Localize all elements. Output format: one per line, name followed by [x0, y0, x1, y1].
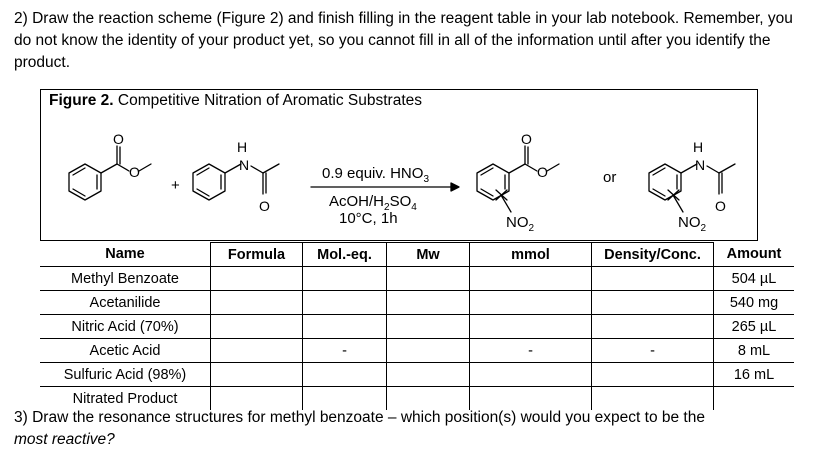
figure-label: Figure 2.: [49, 92, 114, 109]
question-2-text: 2) Draw the reaction scheme (Figure 2) and finish filling in the reagent table in your lab notebook. Remember, you do not know the identity of your product yet, so you cannot fill in all of the information until after you identify the product.: [14, 10, 793, 71]
row-mmol[interactable]: [470, 267, 592, 291]
row-formula[interactable]: [211, 291, 303, 315]
row-mw[interactable]: [387, 315, 470, 339]
nitro-group-label-2: $NO_2$: [678, 214, 707, 234]
figure-2-box: [40, 89, 758, 241]
atom-o-carbonyl-1: O: [113, 131, 124, 147]
row-name: Acetanilide: [40, 291, 211, 315]
header-mmol: mmol: [470, 243, 592, 267]
atom-o-carbonyl-2: O: [521, 131, 532, 147]
row-moleq[interactable]: [303, 315, 387, 339]
row-amount: 16 mL: [714, 363, 795, 387]
plus-sign: +: [171, 177, 180, 194]
row-amount: 540 mg: [714, 291, 795, 315]
row-moleq: -: [303, 339, 387, 363]
header-density: Density/Conc.: [592, 243, 714, 267]
row-mw[interactable]: [387, 267, 470, 291]
row-moleq[interactable]: [303, 291, 387, 315]
row-mw[interactable]: [387, 363, 470, 387]
row-formula[interactable]: [211, 363, 303, 387]
row-name: Nitrated Product: [40, 387, 211, 411]
row-mmol[interactable]: [470, 315, 592, 339]
row-name: Methyl Benzoate: [40, 267, 211, 291]
reaction-scheme: [41, 90, 759, 242]
table-row: [40, 291, 794, 315]
row-name: Sulfuric Acid (98%): [40, 363, 211, 387]
row-density: -: [592, 339, 714, 363]
atom-o-ester-1: O: [129, 164, 140, 180]
table-row: [40, 339, 794, 363]
row-moleq[interactable]: [303, 363, 387, 387]
solvent-label: AcOH/$H_2SO_4$: [329, 193, 417, 213]
atom-n-2: N: [695, 157, 706, 173]
row-moleq[interactable]: [303, 267, 387, 291]
acetanilide-structure: [193, 164, 279, 200]
temperature-time-label: 10°C, 1h: [339, 210, 398, 227]
row-mmol[interactable]: [470, 291, 592, 315]
atom-o-ester-2: O: [537, 164, 548, 180]
row-density[interactable]: [592, 363, 714, 387]
row-mmol[interactable]: [470, 363, 592, 387]
figure-caption: Competitive Nitration of Aromatic Substrates: [117, 92, 423, 109]
atom-o-amide-1: O: [259, 198, 270, 214]
question-3-tail: most reactive?: [14, 431, 115, 448]
row-formula[interactable]: [211, 267, 303, 291]
or-label: or: [603, 169, 617, 186]
row-mw[interactable]: [387, 339, 470, 363]
row-mmol: -: [470, 339, 592, 363]
header-name: Name: [40, 243, 211, 267]
row-name: Acetic Acid: [40, 339, 211, 363]
table-row: [40, 315, 794, 339]
row-amount: 8 mL: [714, 339, 795, 363]
atom-o-amide-2: O: [715, 198, 726, 214]
reagent-label: 0.9 equiv. $HNO_3$: [322, 165, 429, 185]
question-3-text: [14, 407, 810, 451]
row-amount: 504 µL: [714, 267, 795, 291]
row-density[interactable]: [592, 267, 714, 291]
row-density[interactable]: [592, 315, 714, 339]
header-amount: Amount: [714, 243, 795, 267]
header-moleq: Mol.-eq.: [303, 243, 387, 267]
table-row: [40, 267, 794, 291]
row-amount: 265 µL: [714, 315, 795, 339]
row-formula[interactable]: [211, 339, 303, 363]
atom-n-1: N: [239, 157, 250, 173]
nitro-group-label-1: $NO_2$: [506, 214, 535, 234]
question-3-main: 3) Draw the resonance structures for methyl benzoate – which position(s) would you expect to be the: [14, 409, 705, 426]
table-header-row: [40, 243, 794, 267]
header-formula: Formula: [211, 243, 303, 267]
row-formula[interactable]: [211, 315, 303, 339]
table-row: [40, 363, 794, 387]
row-name: Nitric Acid (70%): [40, 315, 211, 339]
reagent-table: [40, 242, 794, 410]
header-mw: Mw: [387, 243, 470, 267]
atom-h-1: H: [237, 139, 248, 155]
row-mw[interactable]: [387, 291, 470, 315]
row-density[interactable]: [592, 291, 714, 315]
atom-h-2: H: [693, 139, 704, 155]
